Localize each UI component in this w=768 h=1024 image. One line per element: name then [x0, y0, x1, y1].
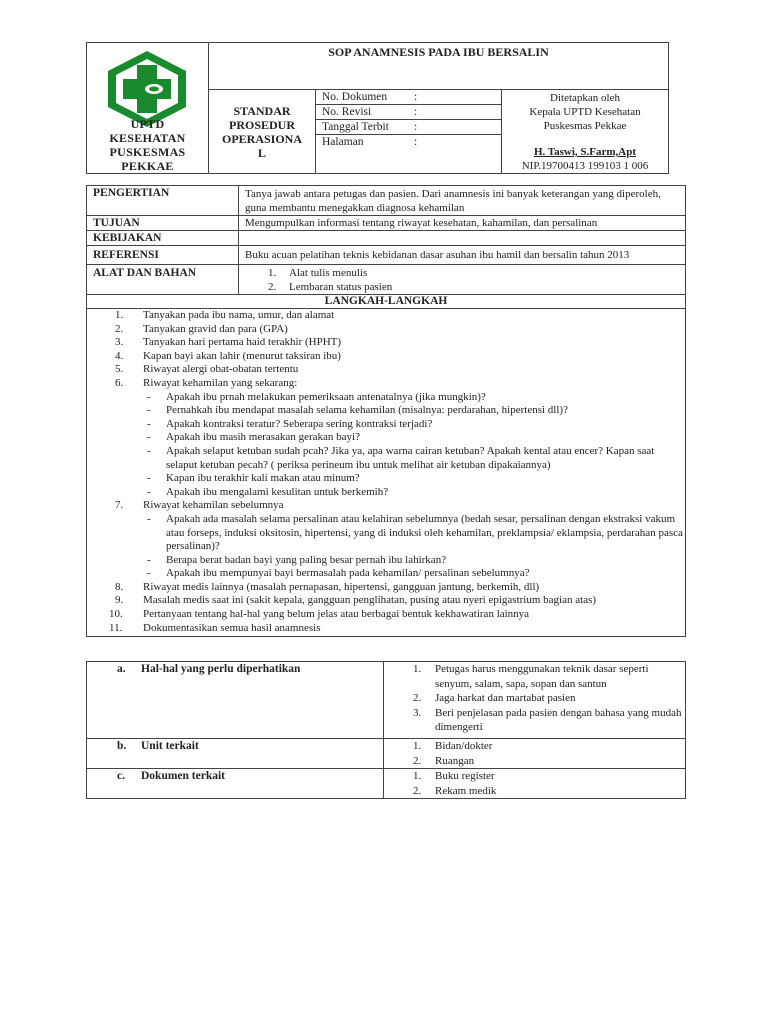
signer-name: H. Taswi, S.Farm,Apt: [533, 146, 637, 158]
item-number: 2.: [413, 754, 422, 767]
step-item: [87, 608, 685, 622]
org-line: UPTD: [130, 117, 165, 131]
dokumen-label-cell: [87, 769, 384, 799]
approval-line: Puskesmas Pekkae: [543, 120, 627, 132]
step-number: 10.: [109, 608, 123, 621]
item-number: 1.: [268, 267, 277, 279]
step-text: Dokumentasikan semua hasil anamnesis: [143, 621, 321, 634]
page-row: [316, 135, 501, 149]
sub-text: Apakah ibu mengalami kesulitan untuk berkemih?: [166, 485, 389, 498]
doc-row-colon: :: [414, 136, 418, 148]
step-number: 7.: [115, 499, 124, 512]
sub-dash: -: [147, 417, 151, 430]
sub-dash: -: [147, 512, 151, 525]
sop-footer: [86, 661, 686, 799]
tujuan-text: Mengumpulkan informasi tentang riwayat kesehatan, kahamilan, dan persalinan: [239, 216, 686, 231]
sub-item: [87, 513, 685, 554]
footer-item: [384, 691, 685, 706]
sub-text: Apakah ada masalah selama persalinan atau kelahiran sebelumnya (bedah sesar, persalinan dengan ekstraksi vakum atau forseps, induksi oksitosin, hipertensi, yang di induksi oleh kehamilan, preklampsia/ eklampsia, perdarahan pasca persalinan)?: [166, 512, 683, 553]
tujuan-label: TUJUAN: [87, 216, 239, 231]
item-text: Buku register: [435, 770, 495, 782]
sub-item: [87, 431, 685, 445]
doc-number-row: [316, 90, 501, 105]
sop-line: PROSEDUR: [228, 118, 295, 132]
footer-item: [384, 784, 685, 799]
doc-row-colon: :: [414, 91, 418, 103]
step-item: [87, 336, 685, 350]
footer-label: Hal-hal yang perlu diperhatikan: [141, 663, 301, 675]
item-number: 2.: [413, 784, 422, 797]
sub-item: [87, 391, 685, 405]
sub-dash: -: [147, 390, 151, 403]
kebijakan-label: KEBIJAKAN: [87, 231, 239, 246]
step-item: [87, 323, 685, 337]
item-text: Lembaran status pasien: [289, 281, 393, 293]
sub-item: [87, 404, 685, 418]
sop-label: [209, 90, 316, 174]
org-line: PUSKESMAS: [109, 145, 186, 159]
issue-date-row: [316, 120, 501, 135]
item-number: 3.: [413, 706, 422, 719]
item-text: Jaga harkat dan martabat pasien: [435, 692, 576, 704]
sub-text: Apakah ibu mempunyai bayi bermasalah pada kehamilan/ persalinan sebelumnya?: [166, 567, 530, 580]
sop-header: [86, 42, 669, 174]
item-text: Alat tulis menulis: [289, 267, 368, 279]
footer-item: [384, 739, 685, 754]
sub-dash: -: [147, 431, 151, 444]
step-text: Riwayat medis lainnya (masalah pernapasan, hipertensi, gangguan jantung, berkemih, dll): [143, 580, 540, 593]
sub-text: Apakah selaput ketuban sudah pcah? Jika ya, apa warna cairan ketuban? Apakah kental atau encer? Kapan saat selaput ketuban pecah? ( periksa perineum ibu untuk melihat air ketuban dipakaiannya): [166, 444, 655, 471]
org-line: PEKKAE: [121, 159, 174, 173]
step-text: Tanyakan pada ibu nama, umur, dan alamat: [143, 309, 335, 321]
doc-row-colon: :: [414, 121, 418, 133]
sub-text: Kapan ibu terakhir kali makan atau minum?: [166, 472, 360, 485]
step-text: Riwayat kehamilan yang sekarang:: [143, 376, 298, 389]
sub-item: [87, 486, 685, 500]
step-text: Pertanyaan tentang hal-hal yang belum jelas atau berbagai bentuk kekhawatiran lainnya: [143, 608, 530, 621]
step-item: [87, 350, 685, 364]
perhatian-label-cell: [87, 662, 384, 739]
item-text: Bidan/dokter: [435, 740, 493, 752]
doc-row-label: Tanggal Terbit: [322, 121, 389, 133]
step-item: [87, 622, 685, 636]
sop-line: STANDAR: [233, 104, 291, 118]
step-item: [87, 377, 685, 391]
signer-nip: NIP.19700413 199103 1 006: [521, 160, 649, 172]
step-number: 8.: [115, 580, 124, 593]
step-number: 1.: [115, 309, 124, 321]
item-number: 1.: [413, 663, 422, 675]
sub-item: [87, 418, 685, 432]
step-text: Tanyakan gravid dan para (GPA): [143, 322, 288, 335]
alat-list: [239, 265, 686, 295]
step-item: [87, 309, 685, 323]
document-info: [316, 90, 502, 174]
sub-dash: -: [147, 472, 151, 485]
langkah-heading: LANGKAH-LANGKAH: [87, 295, 686, 309]
footer-key: a.: [117, 663, 126, 675]
sub-item: [87, 554, 685, 568]
sop-content: [86, 185, 686, 637]
step-number: 5.: [115, 363, 124, 376]
footer-label: Dokumen terkait: [141, 770, 226, 782]
step-number: 11.: [109, 621, 123, 634]
referensi-text: Buku acuan pelatihan teknis kebidanan dasar asuhan ibu hamil dan bersalin tahun 2013: [239, 246, 686, 265]
step-item: [87, 363, 685, 377]
dokumen-list: [384, 769, 686, 799]
sop-line: OPERASIONA: [221, 132, 302, 146]
sub-text: Pernahkah ibu mendapat masalah selama kehamilan (misalnya: perdarahan, hipertensi dll)?: [166, 404, 568, 417]
pengertian-label: PENGERTIAN: [87, 186, 239, 216]
doc-row-label: No. Revisi: [322, 106, 372, 118]
step-number: 9.: [115, 594, 124, 607]
step-number: 3.: [115, 336, 124, 349]
step-text: Kapan bayi akan lahir (menurut taksiran ibu): [143, 349, 341, 362]
sub-item: [87, 445, 685, 472]
approval-block: [502, 90, 669, 174]
item-number: 1.: [413, 740, 422, 752]
org-name: [87, 117, 208, 173]
sub-item: [87, 567, 685, 581]
org-cell: [87, 43, 209, 174]
sub-dash: -: [147, 404, 151, 417]
alat-label: ALAT DAN BAHAN: [87, 265, 239, 295]
footer-item: [384, 706, 685, 735]
doc-row-colon: :: [414, 106, 418, 118]
footer-key: b.: [117, 740, 127, 752]
step-item: [87, 499, 685, 513]
referensi-label: REFERENSI: [87, 246, 239, 265]
item-number: 1.: [413, 770, 422, 782]
step-text: Tanyakan hari pertama haid terakhir (HPHT): [143, 336, 342, 349]
sub-dash: -: [147, 567, 151, 580]
footer-item: [384, 769, 685, 784]
footer-label: Unit terkait: [141, 740, 199, 752]
sub-dash: -: [147, 485, 151, 498]
step-text: Riwayat kehamilan sebelumnya: [143, 499, 284, 512]
footer-item: [384, 754, 685, 769]
unit-list: [384, 739, 686, 769]
doc-row-label: No. Dokumen: [322, 91, 388, 103]
sub-dash: -: [147, 553, 151, 566]
footer-key: c.: [117, 770, 125, 782]
item-number: 2.: [413, 692, 422, 704]
doc-row-label: Halaman: [322, 136, 364, 148]
steps-list: [87, 309, 686, 637]
sub-text: Berapa berat badan bayi yang paling besar pernah ibu lahirkan?: [166, 553, 447, 566]
step-text: Masalah medis saat ini (sakit kepala, gangguan penglihatan, pusing atau nyeri epigastrium bagian atas): [143, 594, 597, 607]
item-text: Ruangan: [435, 754, 475, 767]
step-item: [87, 581, 685, 595]
sop-line: L: [257, 146, 266, 160]
approval-line: Kepala UPTD Kesehatan: [529, 106, 641, 118]
sub-item: [87, 472, 685, 486]
org-line: KESEHATAN: [109, 131, 186, 145]
sub-text: Apakah kontraksi teratur? Seberapa sering kontraksi terjadi?: [166, 417, 433, 430]
unit-label-cell: [87, 739, 384, 769]
approval-line: Ditetapkan oleh: [550, 92, 620, 104]
item-text: Beri penjelasan pada pasien dengan bahasa yang mudah dimengerti: [435, 706, 682, 733]
step-number: 2.: [115, 322, 124, 335]
step-item: [87, 594, 685, 608]
item-number: 2.: [268, 281, 277, 293]
item-text: Rekam medik: [435, 784, 497, 797]
kebijakan-text: [239, 231, 686, 246]
alat-item: [239, 280, 681, 294]
perhatian-list: [384, 662, 686, 739]
step-number: 6.: [115, 376, 124, 389]
pengertian-text: Tanya jawab antara petugas dan pasien. Dari anamnesis ini banyak keterangan yang diperoleh, guna membantu menegakkan diagnosa kehamilan: [239, 186, 686, 216]
alat-item: [239, 266, 681, 280]
step-text: Riwayat alergi obat-obatan tertentu: [143, 363, 299, 376]
item-text: Petugas harus menggunakan teknik dasar seperti senyum, salam, sapa, sopan dan santun: [435, 663, 649, 690]
sub-text: Apakah ibu prnah melakukan pemeriksaan antenatalnya (jika mungkin)?: [166, 390, 486, 403]
revision-row: [316, 105, 501, 120]
footer-item: [384, 662, 685, 691]
step-number: 4.: [115, 349, 124, 362]
sub-dash: -: [147, 444, 151, 457]
sub-text: Apakah ibu masih merasakan gerakan bayi?: [166, 431, 360, 444]
document-title: SOP ANAMNESIS PADA IBU BERSALIN: [209, 43, 669, 90]
